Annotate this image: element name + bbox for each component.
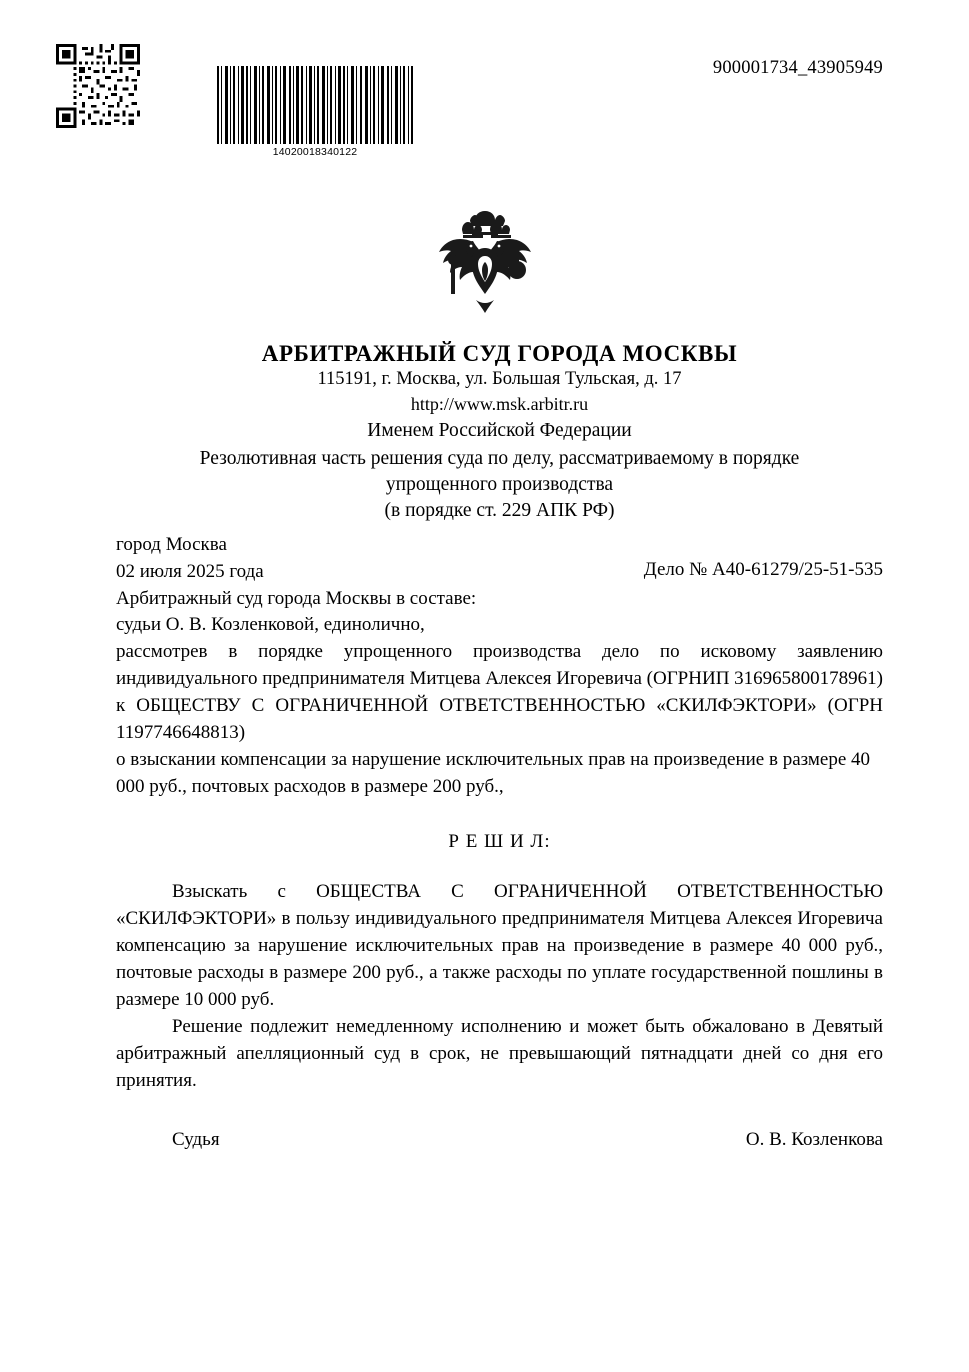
decision-date: 02 июля 2025 года xyxy=(116,560,264,582)
page-title: АРБИТРАЖНЫЙ СУД ГОРОДА МОСКВЫ xyxy=(261,341,738,366)
court-composition: Арбитражный суд города Москвы в составе: xyxy=(116,587,477,609)
document-kind-line-2: упрощенного производства xyxy=(385,473,614,495)
barcode-number: 14020018340122 xyxy=(272,146,358,158)
signature-role: Судья xyxy=(172,1129,220,1151)
ruling-paragraph-2: Решение подлежит немедленному исполнению и может быть обжаловано в Девятый арбитражный апелляционный суд в срок, не превышающий пятнадцати дней со дня его принятия. xyxy=(116,1016,883,1092)
signature-name: О. В. Козленкова xyxy=(745,1129,883,1151)
court-website: http://www.msk.arbitr.ru xyxy=(410,393,589,414)
barcode-block xyxy=(215,66,415,158)
judge-name-line: судьи О. В. Козленковой, единолично, xyxy=(116,614,425,636)
signature-block xyxy=(116,1129,883,1155)
document-code: 900001734_43905949 xyxy=(712,58,883,78)
document-kind-line-3: (в порядке ст. 229 АПК РФ) xyxy=(384,499,615,521)
ruling-paragraph-1: Взыскать с ОБЩЕСТВА С ОГРАНИЧЕННОЙ ОТВЕТСТВЕННОСТЬЮ «СКИЛФЭКТОРИ» в пользу индивидуального предпринимателя Митцева Алексея Игоревича компенсацию за нарушение исключительных прав на произведение в размере 40 000 руб., почтовые расходы в размере 200 руб., а также расходы по уплате государственной пошлины в размере 10 000 руб. xyxy=(116,881,883,1011)
resolution-heading: Р Е Ш И Л: xyxy=(448,831,551,853)
document-header-strip xyxy=(0,0,969,158)
qr-code-icon xyxy=(56,44,140,128)
document-kind-line-1: Резолютивная часть решения суда по делу, рассматриваемому в порядке xyxy=(199,447,800,469)
barcode-icon xyxy=(215,66,415,144)
document-kind xyxy=(116,446,883,524)
defendant-paragraph: к ОБЩЕСТВУ С ОГРАНИЧЕННОЙ ОТВЕТСТВЕННОСТЬЮ «СКИЛФЭКТОРИ» (ОГРН 1197746648813) xyxy=(116,695,883,744)
russian-coat-of-arms-icon xyxy=(429,208,541,328)
claim-subject-paragraph: о взыскании компенсации за нарушение исключительных прав на произведение в размере 40 000 руб., почтовых расходов в размере 200 руб., xyxy=(116,749,871,798)
document-body xyxy=(0,341,969,1155)
in-name-of-federation: Именем Российской Федерации xyxy=(367,419,632,441)
city: город Москва xyxy=(116,533,227,555)
meta-block xyxy=(116,532,883,640)
considered-paragraph: рассмотрев в порядке упрощенного производства дело по исковому заявлению индивидуального предпринимателя Митцева Алексея Игоревича (ОГРНИП 316965800178961) xyxy=(116,641,883,690)
emblem-container xyxy=(0,208,969,333)
court-address: 115191, г. Москва, ул. Большая Тульская, д. 17 xyxy=(317,369,682,389)
case-number: Дело № А40-61279/25-51-535 xyxy=(643,558,883,580)
